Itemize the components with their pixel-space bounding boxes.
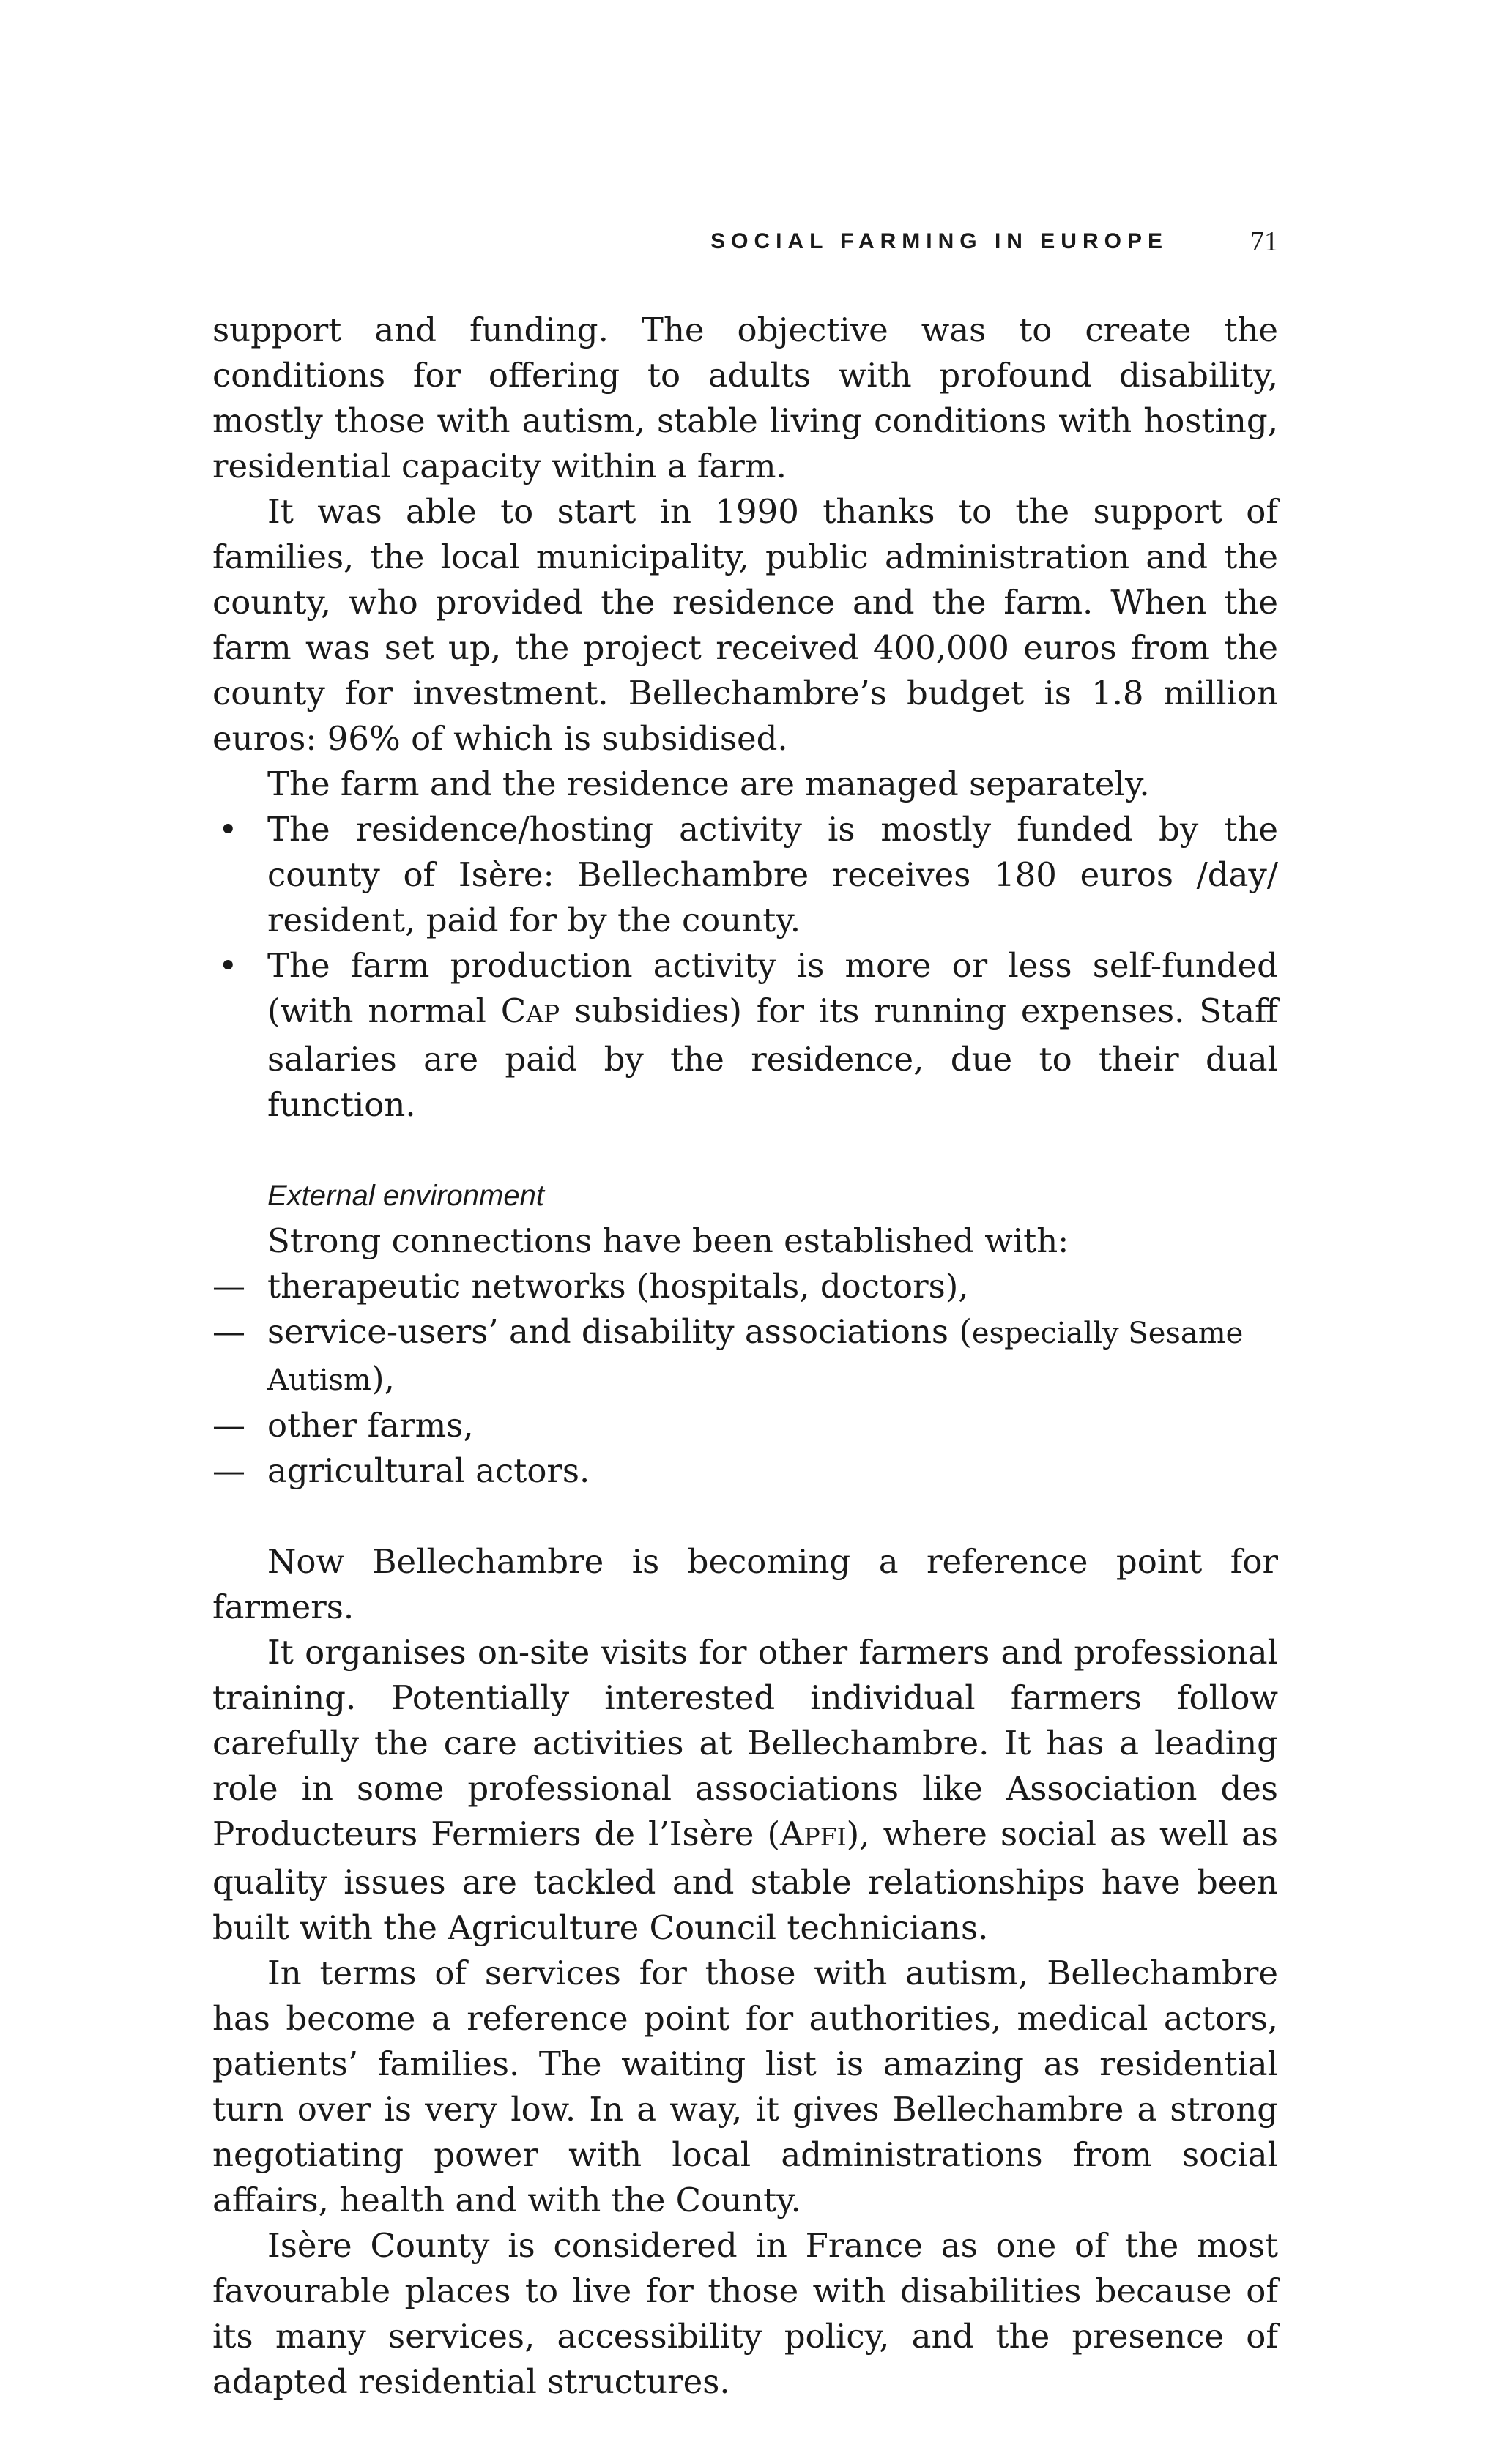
bullet-item-residence xyxy=(212,807,1278,943)
paragraph-isere-county: Isère County is considered in France as one of the most favourable places to live for those with disabilities because of its many services, accessibility policy, and the presence of adapted residential structures. xyxy=(212,2226,1278,2401)
small-caps-initial: C xyxy=(500,991,527,1030)
dash-item-agricultural xyxy=(212,1448,1278,1494)
small-caps-rest: AP xyxy=(526,1000,560,1028)
paragraph-onsite-visits xyxy=(212,1630,1278,1951)
bullet-text-before: The farm production activity is more or less self-funded (with normal xyxy=(267,946,1278,1030)
small-caps-rest: PFI xyxy=(803,1823,847,1851)
running-head: SOCIAL FARMING IN EUROPE xyxy=(710,229,1168,253)
paragraph-continuation: support and funding. The objective was to create the conditions for offering to adults with profound disability, mostly those with autism, stable living conditions with hosting, residential capacity within a farm. xyxy=(212,310,1278,485)
funding-bullet-list xyxy=(212,807,1278,1128)
paragraph-autism-services: In terms of services for those with autism, Bellechambre has become a reference point for authorities, medical actors, patients’ families. The waiting list is amazing as residential turn over is very low. In a way, it gives Bellechambre a strong negotiating power with local administrations from social affairs, health and with the County. xyxy=(212,1954,1278,2219)
dash-text: agricultural actors. xyxy=(267,1451,590,1490)
paragraph-reference-point: Now Bellechambre is becoming a reference point for farmers. xyxy=(212,1542,1278,1626)
dash-text: service-users’ and disability associations ( xyxy=(267,1312,972,1351)
dash-text: other farms, xyxy=(267,1406,474,1445)
dash-text-after: ), xyxy=(371,1359,395,1398)
section-spacer xyxy=(212,1128,1278,1173)
dash-mark: — xyxy=(212,1312,245,1351)
bullet-mark: • xyxy=(218,810,238,849)
bullet-text-after: subsidies) for its running expenses. Staff salaries are paid by the residence, due to their dual function. xyxy=(267,991,1278,1124)
dash-text: therapeutic networks (hospitals, doctors), xyxy=(267,1267,969,1306)
section-spacer xyxy=(212,1494,1278,1539)
paragraph-text-after: ), where social as well as quality issues are tackled and stable relationships have been built with the Agriculture Council technicians. xyxy=(212,1814,1278,1947)
section-heading: External environment xyxy=(267,1180,544,1212)
dash-item-other-farms xyxy=(212,1403,1278,1448)
page-number: 71 xyxy=(1250,226,1278,257)
dash-item-associations xyxy=(212,1309,1278,1403)
bullet-item-farm-production xyxy=(212,943,1278,1128)
dash-mark: — xyxy=(212,1267,245,1306)
dash-mark: — xyxy=(212,1406,245,1445)
dash-item-therapeutic xyxy=(212,1264,1278,1309)
dash-text-small: especially Sesame Autism xyxy=(267,1317,1244,1397)
bullet-text: The residence/hosting activity is mostly funded by the county of Isère: Bellechambre receives 180 euros /day/ resident, paid for by the county. xyxy=(267,810,1278,939)
page-header xyxy=(212,223,1278,260)
paragraph-text-before: It organises on-site visits for other farmers and professional training. Potentially interested individual farmers follow carefully the care activities at Bellechambre. It has a leading role in some professional associations like Association des Producteurs Fermiers de l’Isère ( xyxy=(212,1633,1278,1853)
bullet-mark: • xyxy=(218,946,238,985)
body-text xyxy=(212,308,1278,2405)
small-caps-initial: A xyxy=(780,1814,804,1853)
section-intro: Strong connections have been established with: xyxy=(267,1221,1069,1260)
paragraph-funding-history: It was able to start in 1990 thanks to the support of families, the local municipality, public administration and the county, who provided the residence and the farm. When the farm was set up, the project received 400,000 euros from the county for investment. Bellechambre’s budget is 1.8 million euros: 96% of which is subsidised. xyxy=(212,492,1278,758)
paragraph-managed-separately: The farm and the residence are managed separately. xyxy=(267,764,1150,803)
connections-dash-list xyxy=(212,1264,1278,1494)
dash-mark: — xyxy=(212,1451,245,1490)
